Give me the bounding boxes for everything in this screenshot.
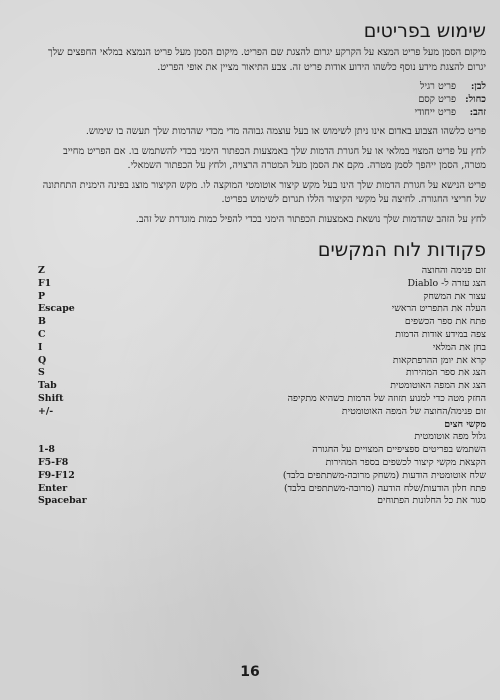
command-key: B [38, 316, 46, 328]
color-desc: פריט רגיל [420, 81, 456, 92]
command-description: צפה במידע אודות הדמות [395, 328, 486, 340]
command-description: עצור את המשחק [423, 290, 486, 302]
command-key: Shift [38, 392, 64, 404]
command-description: קרא את יומן ההרפתקאות [392, 354, 486, 366]
command-row [38, 278, 486, 291]
command-row [38, 303, 486, 316]
paragraph-use-item: לחץ על פריט המצוי במלאי או על חגורת הדמות שלך באמצעות הכפתור הימני בכדי להשתמש בו. אם הפריט מחייב מטרה, הסמן ייהפך לסמן מטרה. מקם את הסמן מעל המטרה הרצויה, ולחץ על הכפתור השמאלי. [63, 145, 486, 171]
paragraph-intro: מיקום הסמן מעל פריט המצא על הקרקע יגרום להצגת שם הפריט. מיקום הסמן מעל פריט הנמצא במלאי החפצים שלך יגרום להצגת מידע נוסף כלשהו הידוע אודות פריט זה. צבע התיאור מציין את אופי הפריט. [47, 47, 486, 73]
command-description: החזק מטה כדי למנוע תזוזה של הדמות כשהיא מתקיפה [287, 392, 486, 404]
command-description: גלול מפה אוטומטית [414, 431, 486, 443]
command-key: Q [38, 354, 47, 366]
command-row [38, 291, 486, 304]
command-row [38, 419, 486, 432]
command-description: בחן את המלאי [432, 341, 486, 353]
page-number: 16 [240, 664, 260, 680]
section-title-keyboard-commands: פקודות לוח המקשים [317, 239, 486, 261]
command-row [38, 457, 486, 470]
command-row [38, 265, 486, 278]
color-desc: פריט ייחודי [414, 107, 456, 118]
color-row-gold [38, 106, 486, 119]
command-row [38, 380, 486, 393]
command-row [38, 431, 486, 444]
command-row [38, 355, 486, 368]
color-name: זהב: [469, 107, 486, 118]
command-description: שלח אוטומטית הודעות (משחק מרובה-משתתפים בלבד) [282, 469, 486, 481]
command-row [38, 483, 486, 496]
command-description: הצג את המפה האוטומטית [390, 380, 486, 392]
paragraph-belt-hotkeys: פריט הנישא על חגורת הדמות שלך הינו בעל מקש קיצור אוטומטי המוקצה לו. מקש הקיצור מוצג בפינה הימנית התחתונה של חריצי החגורה. לחיצה על מקשי הקיצור הללו תגרום לשימוש בפריט. [42, 179, 486, 205]
color-row-white [38, 80, 486, 93]
command-row [38, 444, 486, 457]
command-description: זום פנימה והחוצה [421, 265, 486, 276]
command-key: F1 [38, 277, 52, 289]
command-key: F9-F12 [38, 469, 75, 481]
command-key: +/- [38, 405, 54, 417]
command-key: C [38, 328, 46, 340]
command-key: P [38, 290, 46, 302]
command-key: Escape [38, 303, 75, 315]
command-description: הצג עזרה ל- Diablo [407, 277, 486, 289]
command-key [38, 419, 98, 432]
command-key: Z [38, 265, 45, 276]
command-description: השתמש בפריטים ספציפיים המצויים על החגורה [312, 444, 486, 456]
command-row [38, 316, 486, 329]
command-description: זום פנימה/החוצה של המפה האוטומטית [341, 405, 486, 417]
command-key: Spacebar [38, 495, 87, 507]
command-key [38, 431, 98, 444]
command-key: S [38, 367, 45, 379]
section-title-using-items: שימוש בפריטים [363, 20, 486, 42]
command-key: Tab [38, 380, 57, 392]
command-description: סגור את כל החלונות הפתוחים [377, 495, 486, 507]
color-name: לבן: [470, 81, 486, 92]
command-key: F5-F8 [38, 456, 69, 468]
command-row [38, 367, 486, 380]
command-description: הצג את ספר המהירות [405, 367, 486, 379]
command-row [38, 342, 486, 355]
keyboard-commands-table [38, 265, 486, 508]
command-description: העלה את התפריט הראשי [391, 303, 486, 315]
command-key: Enter [38, 482, 68, 494]
paragraph-red-items: פריט כלשהו הצבוע באדום אינו ניתן לשימוש או בעל עוצמה גבוהה מדי מכדי שהדמות שלך תעשה בו שימוש. [85, 126, 486, 137]
command-row [38, 406, 486, 419]
color-name: כחול: [465, 94, 486, 105]
item-color-legend [38, 80, 486, 119]
command-row [38, 470, 486, 483]
command-row [38, 495, 486, 508]
command-row [38, 329, 486, 342]
command-key: 1-8 [38, 444, 55, 456]
color-desc: פריט קסם [418, 94, 456, 105]
paragraph-drop-gold: לחץ על הזהב שהדמות שלך נושאת באמצעות הכפתור הימני בכדי להפיל כמות מוגדרת של זהב. [135, 213, 486, 225]
commands-body [38, 265, 486, 508]
command-description: הקצאת מקשי קיצור לכשפים בספר המהירות [325, 456, 486, 468]
page-content [38, 20, 486, 508]
command-key: I [38, 341, 43, 353]
command-row [38, 393, 486, 406]
color-row-blue [38, 93, 486, 106]
command-description: מקשי חצים [444, 418, 486, 430]
command-description: פתח את ספר הכשפים [404, 316, 486, 328]
command-description: פתח חלון הודעות/שלח הודעה (מרובה-משתתפים בלבד) [284, 482, 486, 494]
